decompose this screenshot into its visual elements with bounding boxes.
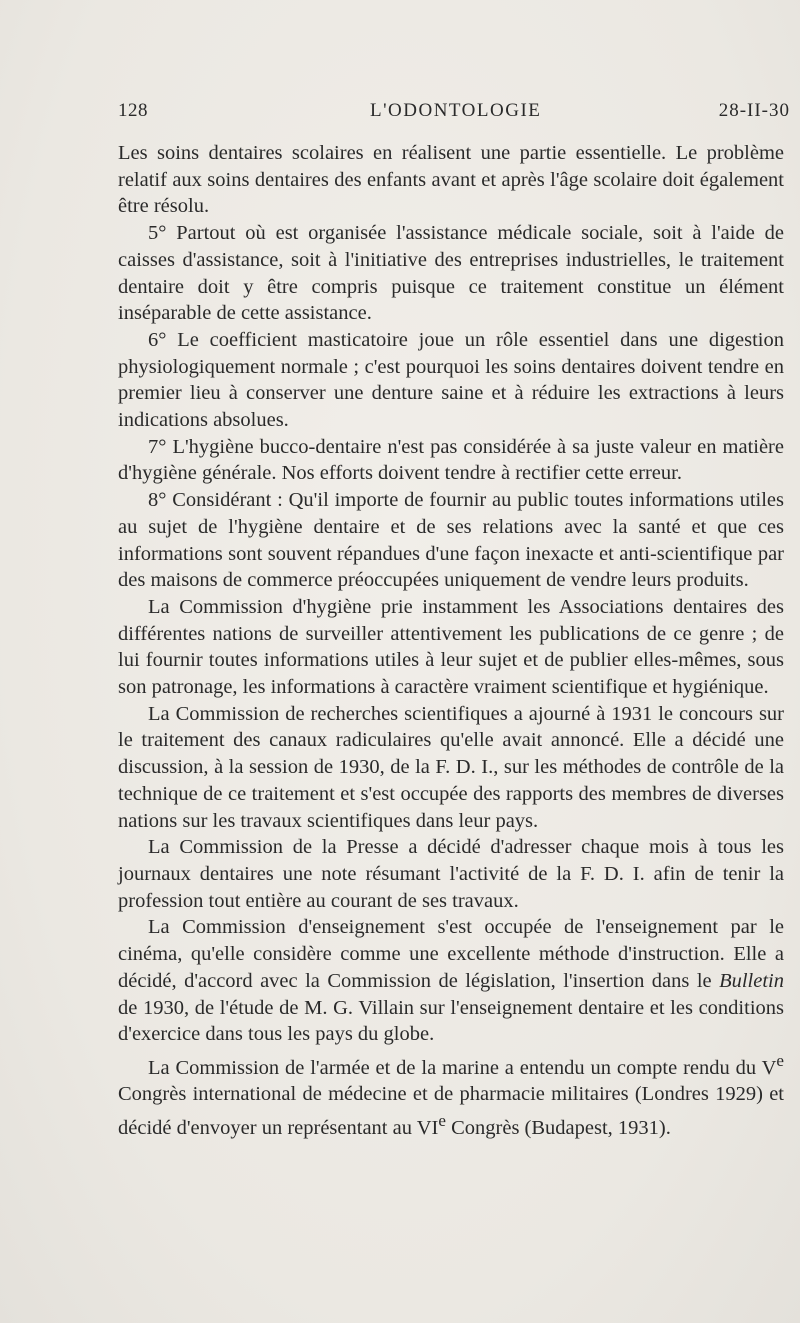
paragraph-point-7: 7° L'hygiène bucco-dentaire n'est pas considérée à sa juste valeur en matière d'hygiène générale. Nos efforts doivent tendre à rectifier cette erreur. — [118, 435, 784, 485]
army-text-middle: Congrès international de médecine et de pharmacie militaires (Londres 1929) et décidé d'envoyer un représentant au VI — [118, 1083, 784, 1139]
army-text-before: La Commission de l'armée et de la marine a entendu un compte rendu du V — [148, 1056, 777, 1079]
teaching-text-before: La Commission d'enseignement s'est occupée de l'enseignement par le cinéma, qu'elle considère comme une excellente méthode d'instruction. Elle a décidé, d'accord avec la Commission de législation, l'insertion dans le — [118, 916, 784, 992]
page-number: 128 — [118, 100, 148, 121]
paragraph-point-5: 5° Partout où est organisée l'assistance médicale sociale, soit à l'aide de caisses d'assistance, soit à l'initiative des entreprises industrielles, le traitement dentaire doit y être compris puisque ce traitement constitue un élément inséparable de cette assistance. — [118, 222, 784, 325]
paragraph-point-6: 6° Le coefficient masticatoire joue un rôle essentiel dans une digestion physiologiquement normale ; c'est pourquoi les soins dentaires doivent tendre en premier lieu à conserver une denture saine et à réduire les extractions à leurs indications absolues. — [118, 328, 784, 432]
body-text — [118, 140, 784, 1142]
paragraph-teaching-commission — [118, 914, 784, 1048]
paragraph-press-commission: La Commission de la Presse a décidé d'adresser chaque mois à tous les journaux dentaires une note résumant l'activité de la F. D. I. afin de tenir la profession tout entière au courant de ses travaux. — [118, 836, 784, 912]
journal-title: L'ODONTOLOGIE — [370, 100, 542, 121]
paragraph-research-commission: La Commission de recherches scientifiques a ajourné à 1931 le concours sur le traitement des canaux radiculaires qu'elle avait annoncé. Elle a décidé une discussion, à la session de 1930, de la F. D. I., sur les méthodes de contrôle de la technique de ce traitement et s'est occupée des rapports des membres de diverses nations sur les travaux scientifiques dans leur pays. — [118, 702, 784, 832]
paragraph-army-commission — [118, 1048, 784, 1142]
bulletin-title: Bulletin — [719, 969, 784, 992]
ordinal-suffix-2: e — [438, 1111, 446, 1131]
army-text-after: Congrès (Budapest, 1931). — [445, 1116, 671, 1139]
running-header — [118, 100, 790, 130]
teaching-text-after: de 1930, de l'étude de M. G. Villain sur l'enseignement dentaire et les conditions d'exercice dans tous les pays du globe. — [118, 996, 784, 1046]
paragraph-hygiene-commission: La Commission d'hygiène prie instamment les Associations dentaires des différentes nations de surveiller attentivement les publications de ce genre ; de lui fournir toutes informations utiles à leur sujet et de publier elles-mêmes, sous son patronage, les informations à caractère vraiment scientifique et hygiénique. — [118, 595, 784, 699]
paragraph-point-8: 8° Considérant : Qu'il importe de fournir au public toutes informations utiles au sujet de l'hygiène dentaire et de ses relations avec la santé et que ces informations sont souvent répandues d'une façon inexacte et anti-scientifique par des maisons de commerce préoccupées uniquement de vendre leurs produits. — [118, 489, 784, 592]
ordinal-suffix-1: e — [776, 1050, 784, 1070]
issue-date: 28-II-30 — [718, 100, 790, 121]
paragraph-school-care: Les soins dentaires scolaires en réalisent une partie essentielle. Le problème relatif aux soins dentaires des enfants avant et après l'âge scolaire doit également être résolu. — [118, 142, 784, 218]
